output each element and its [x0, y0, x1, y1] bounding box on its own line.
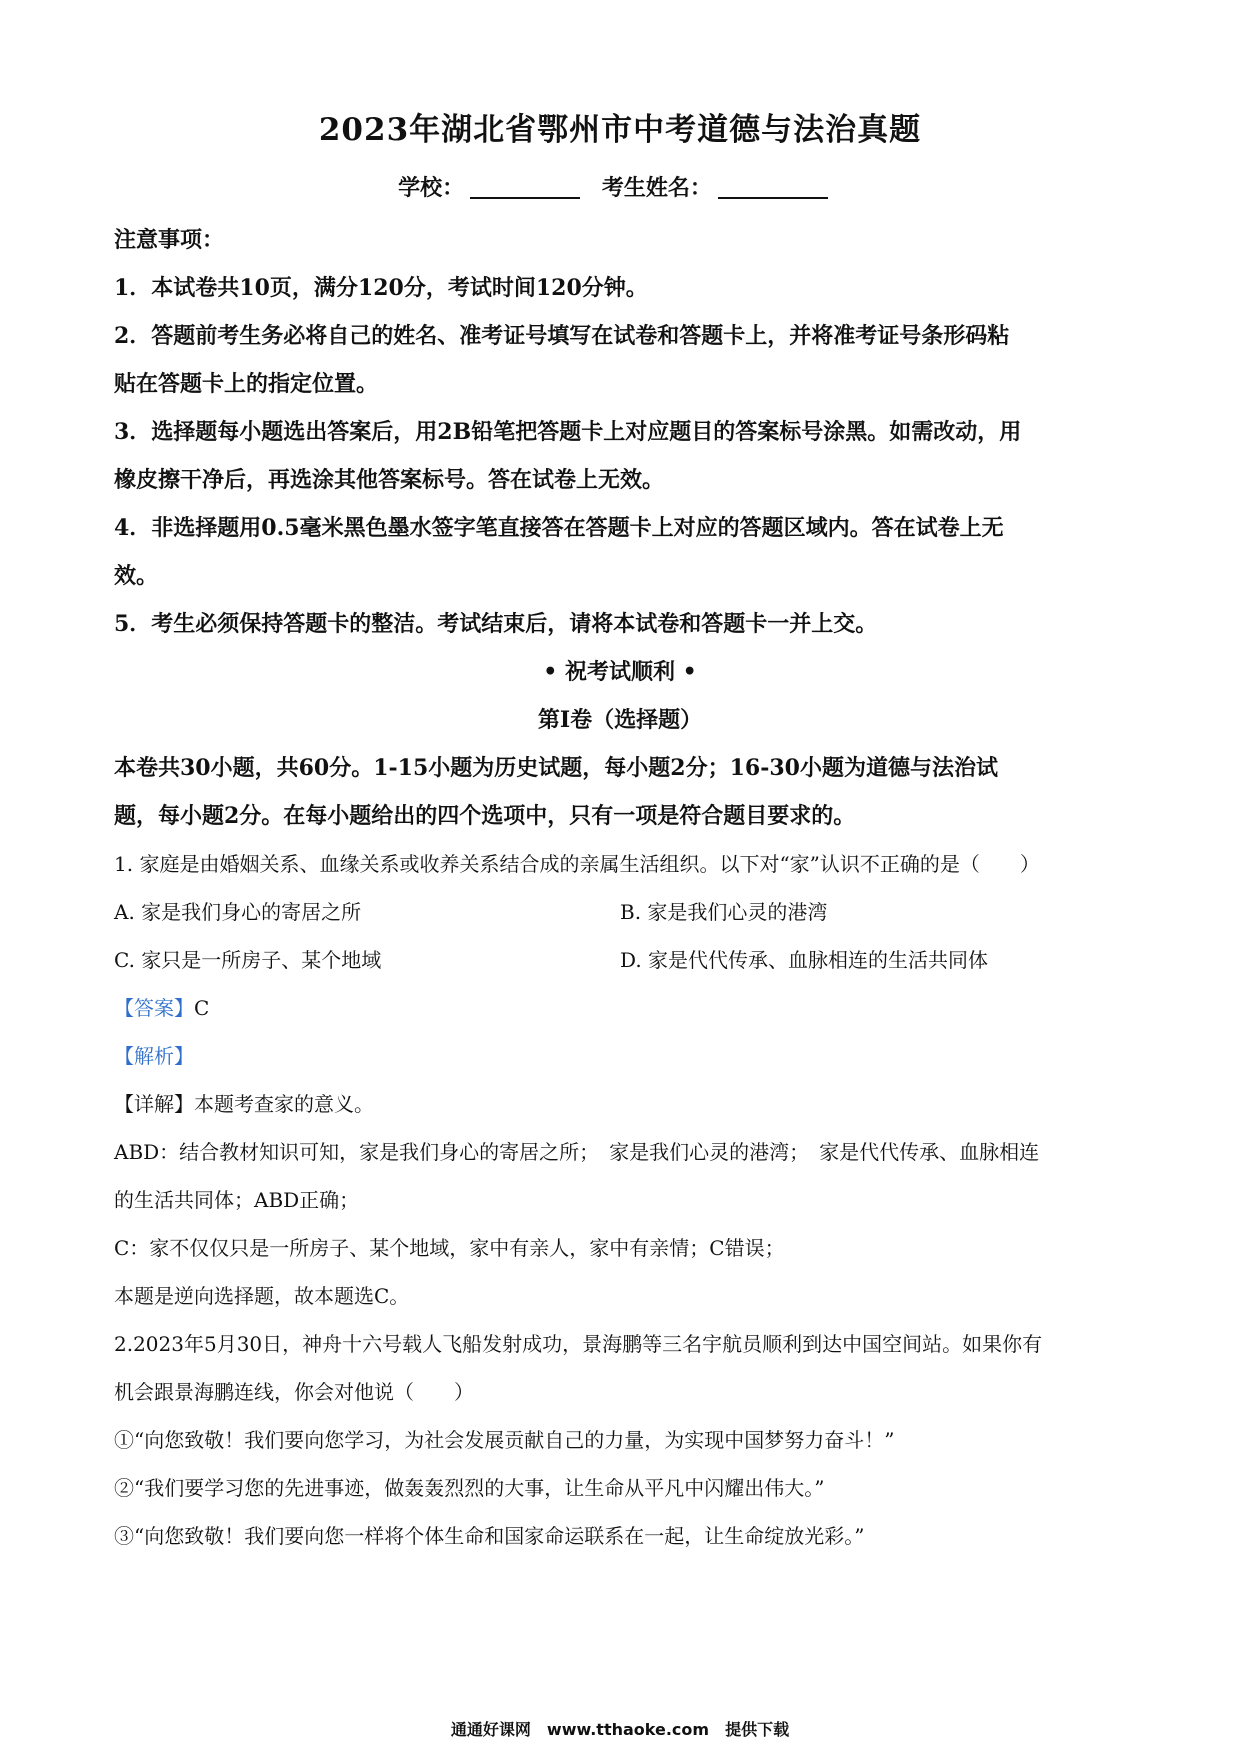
answer-value: C [194, 996, 210, 1020]
note-line: 4．非选择题用0.5毫米黑色墨水签字笔直接答在答题卡上对应的答题区域内。答在试卷上无 [114, 515, 1004, 541]
section-title: 第Ⅰ卷（选择题） [537, 707, 703, 733]
page-content [114, 100, 1126, 1560]
notes-section [114, 216, 1126, 648]
statement-item: ③“向您致敬！我们要向您一样将个体生命和国家命运联系在一起，让生命绽放光彩。” [114, 1524, 865, 1548]
question-stem-line: 机会跟景海鹏连线，你会对他说（ ） [114, 1380, 474, 1404]
note-line: 1．本试卷共10页，满分120分，考试时间120分钟。 [114, 275, 648, 301]
analysis-line [114, 1032, 1126, 1080]
note-line: 2．答题前考生务必将自己的姓名、准考证号填写在试卷和答题卡上，并将准考证号条形码粘 [114, 323, 1010, 349]
notes-heading: 注意事项： [114, 227, 225, 253]
option-d: D. 家是代代传承、血脉相连的生活共同体 [620, 948, 989, 972]
statement-item: ①“向您致敬！我们要向您学习，为社会发展贡献自己的力量，为实现中国梦努力奋斗！” [114, 1428, 895, 1452]
answer-line [114, 984, 1126, 1032]
statement-item: ②“我们要学习您的先进事迹，做轰轰烈烈的大事，让生命从平凡中闪耀出伟大。” [114, 1476, 825, 1500]
page-footer: 通通好课网 www.tthaoke.com 提供下载 [450, 1720, 790, 1739]
note-line: 橡皮擦干净后，再选涂其他答案标号。答在试卷上无效。 [114, 467, 665, 493]
detail-line: ABD：结合教材知识可知，家是我们身心的寄居之所； 家是我们心灵的港湾； 家是代代传承、血脉相连 [114, 1140, 1040, 1164]
detail-line: 【详解】本题考查家的意义。 [114, 1092, 374, 1116]
note-line: 效。 [114, 563, 159, 589]
name-label: 考生姓名： [601, 175, 712, 201]
answer-tag: 【答案】 [114, 996, 194, 1020]
intro-line: 题，每小题2分。在每小题给出的四个选项中，只有一项是符合题目要求的。 [114, 803, 856, 829]
question-options [114, 888, 1126, 984]
school-label: 学校： [398, 175, 465, 201]
detail-line: C：家不仅仅只是一所房子、某个地域，家中有亲人，家中有亲情；C错误； [114, 1236, 785, 1260]
question-2 [114, 1320, 1126, 1560]
name-blank [718, 175, 828, 199]
section-intro [114, 744, 1126, 840]
detail-line: 本题是逆向选择题，故本题选C。 [114, 1284, 410, 1308]
question-stem: 1. 家庭是由婚姻关系、血缘关系或收养关系结合成的亲属生活组织。以下对“家”认识不正确的是（ ） [114, 852, 1040, 876]
question-stem-line: 2.2023年5月30日，神舟十六号载人飞船发射成功，景海鹏等三名宇航员顺利到达中国空间站。如果你有 [114, 1332, 1043, 1356]
note-line: 5．考生必须保持答题卡的整洁。考试结束后，请将本试卷和答题卡一并上交。 [114, 611, 878, 637]
note-line: 3．选择题每小题选出答案后，用2B铅笔把答题卡上对应题目的答案标号涂黑。如需改动，用 [114, 419, 1022, 445]
option-a: A. 家是我们身心的寄居之所 [114, 900, 362, 924]
option-b: B. 家是我们心灵的港湾 [620, 900, 828, 924]
option-c: C. 家只是一所房子、某个地域 [114, 948, 382, 972]
wish-line: • 祝考试顺利 • [543, 659, 697, 685]
question-1 [114, 840, 1126, 1320]
analysis-tag: 【解析】 [114, 1044, 194, 1068]
note-line: 贴在答题卡上的指定位置。 [114, 371, 379, 397]
intro-line: 本卷共30小题，共60分。1-15小题为历史试题，每小题2分；16-30小题为道德与法治试 [114, 755, 998, 781]
school-blank [470, 175, 580, 199]
page-title: 2023年湖北省鄂州市中考道德与法治真题 [318, 112, 922, 148]
detail-line: 的生活共同体；ABD正确； [114, 1188, 360, 1212]
student-info-line [114, 160, 1126, 216]
